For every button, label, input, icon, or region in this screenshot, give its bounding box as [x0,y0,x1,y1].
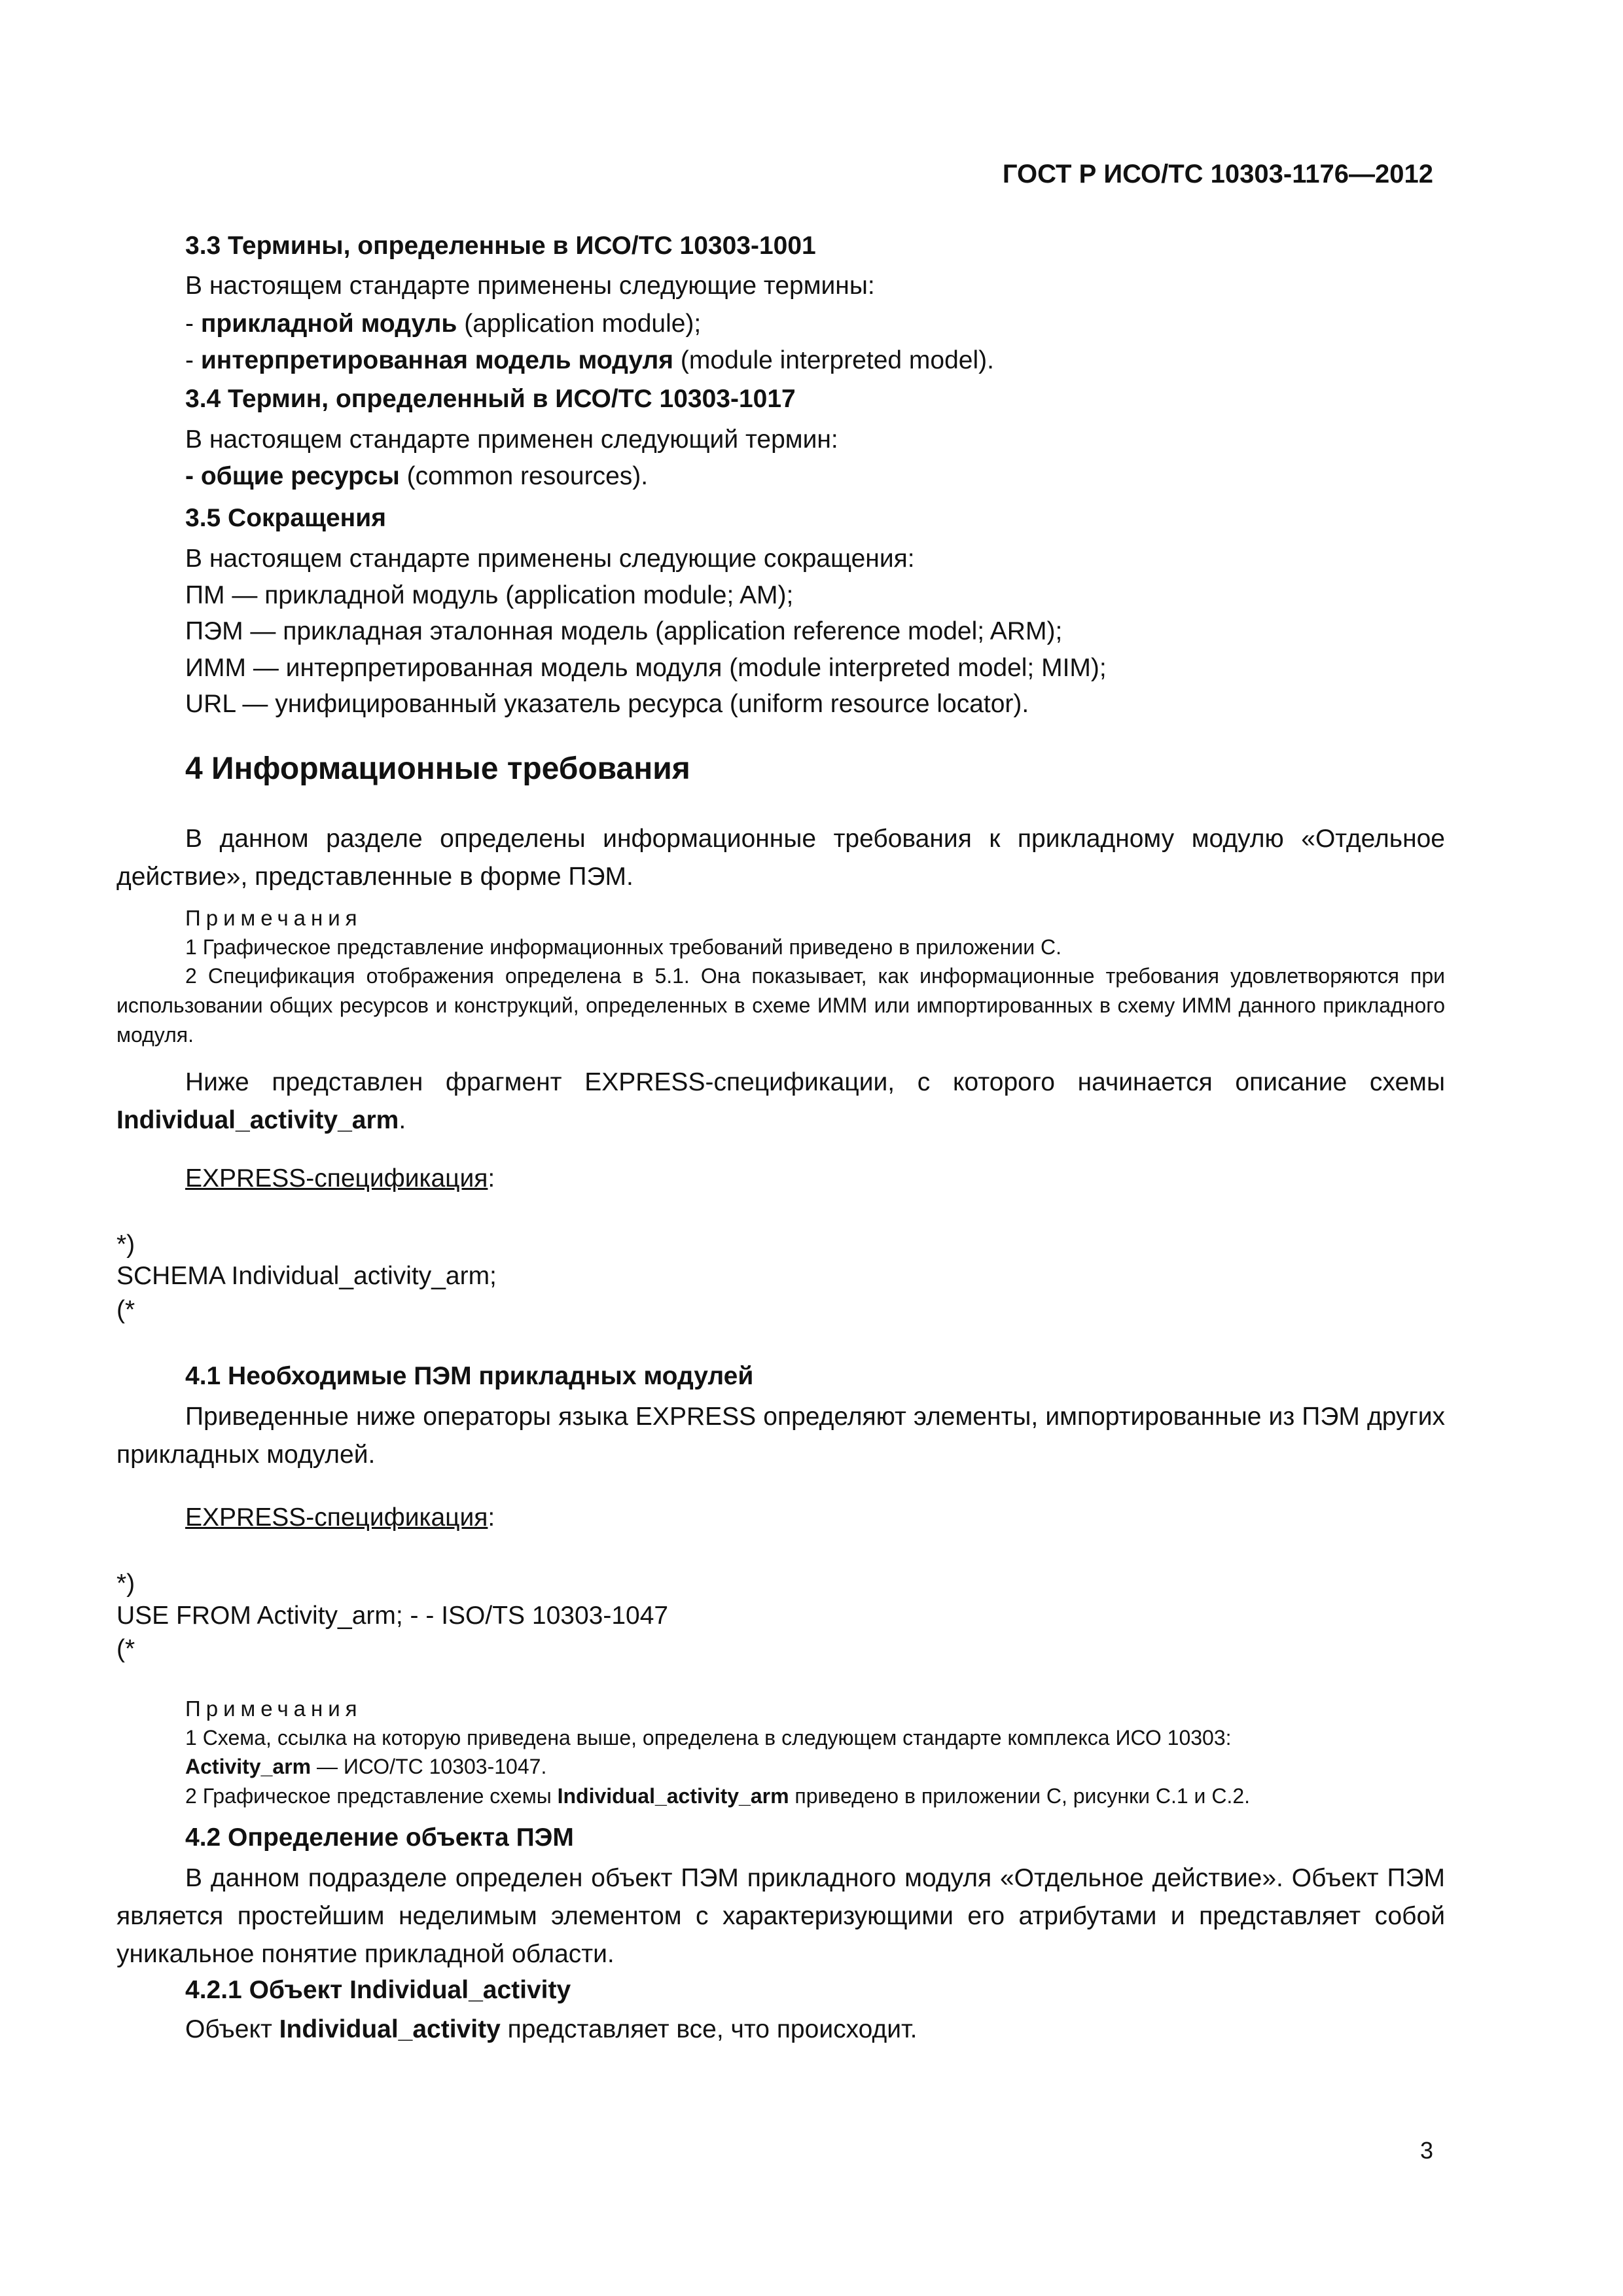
abbreviation-pem: ПЭМ — прикладная эталонная модель (application reference model; ARM); [185,617,1063,645]
section-4-1-express-label: EXPRESS-спецификация: [185,1503,495,1532]
section-4-2-1-heading: 4.2.1 Объект Individual_activity [185,1976,571,2004]
section-3-3-heading: 3.3 Термины, определенные в ИСО/ТС 10303-1001 [185,232,816,260]
page-number: 3 [1419,2137,1433,2164]
abbreviation-url: URL — унифицированный указатель ресурса (uniform resource locator). [185,690,1029,718]
section-4-express-label: EXPRESS-спецификация: [185,1164,495,1193]
section-4-paragraph-2: Ниже представлен фрагмент EXPRESS-спецификации, с которого начинается описание схемы Individual_activity_arm. [116,1068,1445,1134]
section-4-paragraph: В данном разделе определены информационные требования к прикладному модулю «Отдельное действие», представленные в форме ПЭМ. [116,825,1445,891]
section-4-1-note-1-continued: Activity_arm — ИСО/ТС 10303-1047. [185,1755,547,1778]
section-4-1-notes-title: Примечания [185,1696,363,1721]
section-4-1-note-1: 1 Схема, ссылка на которую приведена выше, определена в следующем стандарте комплекса ИСО 10303: [185,1726,1232,1749]
section-4-1-note-2: 2 Графическое представление схемы Individual_activity_arm приведено в приложении С, рисунки С.1 и С.2. [185,1784,1250,1808]
section-3-3-term-1: - прикладной модуль (application module); [185,310,702,338]
document-header-id: ГОСТ Р ИСО/ТС 10303-1176—2012 [1002,160,1433,188]
section-3-4-term-1: - общие ресурсы (common resources). [185,462,649,490]
section-3-4-intro: В настоящем стандарте применен следующий термин: [185,425,838,454]
section-3-5-heading: 3.5 Сокращения [185,504,386,532]
section-4-note-1: 1 Графическое представление информационных требований приведено в приложении С. [185,935,1061,959]
section-3-4-heading: 3.4 Термин, определенный в ИСО/ТС 10303-1017 [185,385,796,413]
section-4-note-2: 2 Спецификация отображения определена в 5.1. Она показывает, как информационные требования удовлетворяются при использовании общих ресурсов и конструкций, определенных в схеме ИММ или импортированных в схему ИММ данного прикладного модуля. [116,964,1445,1047]
section-3-5-intro: В настоящем стандарте применены следующие сокращения: [185,545,915,573]
section-3-3-intro: В настоящем стандарте применены следующие термины: [185,272,875,300]
section-4-1-heading: 4.1 Необходимые ПЭМ прикладных модулей [185,1362,754,1390]
section-4-1-paragraph: Приведенные ниже операторы языка EXPRESS определяют элементы, импортированные из ПЭМ других прикладных модулей. [116,1403,1445,1469]
section-4-1-code-line-3: (* [116,1635,135,1663]
abbreviation-imm: ИММ — интерпретированная модель модуля (module interpreted model; MIM); [185,654,1107,682]
section-4-1-code-line-2: USE FROM Activity_arm; - - ISO/TS 10303-1047 [116,1602,669,1630]
section-4-2-heading: 4.2 Определение объекта ПЭМ [185,1823,574,1852]
abbreviation-pm: ПМ — прикладной модуль (application module; AM); [185,581,794,609]
section-4-code-line-3: (* [116,1296,135,1324]
section-3-3-term-2: - интерпретированная модель модуля (module interpreted model). [185,346,994,374]
section-4-heading: 4 Информационные требования [185,751,690,786]
section-4-1-code-line-1: *) [116,1570,135,1598]
section-4-code-line-2: SCHEMA Individual_activity_arm; [116,1262,497,1290]
section-4-notes-title: Примечания [185,906,363,930]
section-4-2-paragraph: В данном подразделе определен объект ПЭМ прикладного модуля «Отдельное действие». Объект ПЭМ является простейшим неделимым элементом с характеризующими его атрибутами и представляет собой уникальное понятие прикладной области. [116,1864,1445,1968]
section-4-2-1-text: Объект Individual_activity представляет все, что происходит. [185,2015,918,2043]
section-4-code-line-1: *) [116,1230,135,1259]
